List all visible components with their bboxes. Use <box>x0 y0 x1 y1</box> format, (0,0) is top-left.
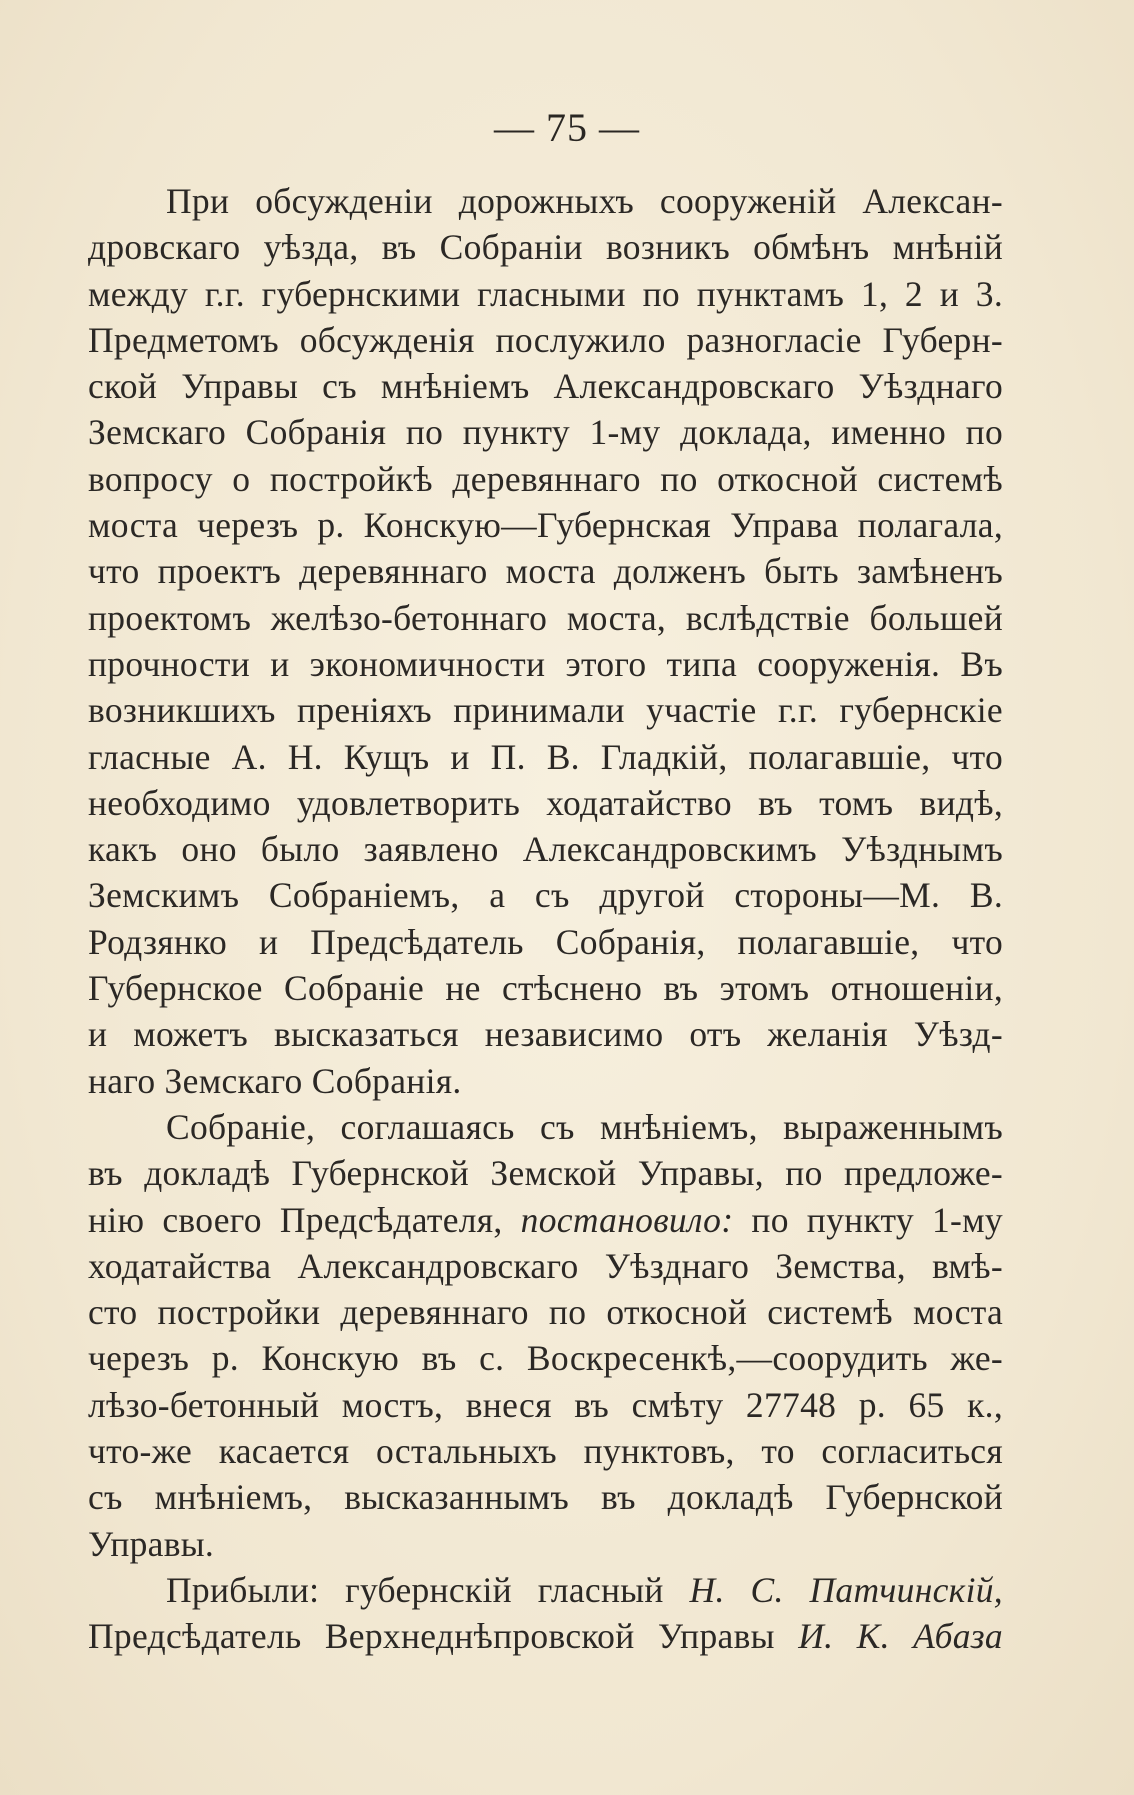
text-segment: нію своего Предсѣдателя, <box>88 1199 503 1240</box>
text-segment: Прибыли: губернскій гласный <box>166 1569 664 1610</box>
text-line: Губернское Собраніе не стѣснено въ этомъ отношеніи, <box>88 968 1003 1009</box>
italic-resolution-word: постановило: <box>520 1199 734 1240</box>
text-segment: по пункту 1-му <box>751 1199 1003 1240</box>
text-line: проектомъ желѣзо-бетоннаго моста, вслѣдствіе большей <box>88 597 1003 638</box>
text-line: Управы. <box>88 1523 215 1564</box>
text-line: съ мнѣніемъ, высказаннымъ въ докладѣ Губернской <box>88 1477 1003 1518</box>
text-line: гласные А. Н. Кущъ и П. В. Гладкій, полагавшіе, что <box>88 736 1003 777</box>
text-line: что проектъ деревяннаго моста долженъ быть замѣненъ <box>88 551 1003 592</box>
text-line: моста черезъ р. Конскую—Губернская Управа полагала, <box>88 505 1003 546</box>
text-line: дровскаго уѣзда, въ Собраніи возникъ обмѣнъ мнѣній <box>88 227 1003 268</box>
text-line: ской Управы съ мнѣніемъ Александровскаго Уѣзднаго <box>88 366 1003 407</box>
text-line: наго Земскаго Собранія. <box>88 1060 462 1101</box>
text-line: Земскимъ Собраніемъ, а съ другой стороны—М. В. <box>88 875 1003 916</box>
text-line: вопросу о постройкѣ деревяннаго по откосной системѣ <box>88 458 1003 499</box>
text-segment: Предсѣдатель Верхнеднѣпровской Управы <box>88 1616 775 1657</box>
text-line: что-же касается остальныхъ пунктовъ, то согласиться <box>88 1431 1003 1472</box>
paragraph-1 <box>88 178 1003 1104</box>
page-number: — 75 — <box>494 105 640 150</box>
italic-person-name: Н. С. Патчинскій, <box>689 1569 1003 1610</box>
text-line: лѣзо-бетонный мостъ, внеся въ смѣту 27748 р. 65 к., <box>88 1384 1003 1425</box>
text-line: необходимо удовлетворить ходатайство въ томъ видѣ, <box>88 782 1003 823</box>
text-line: Собраніе, соглашаясь съ мнѣніемъ, выраженнымъ <box>166 1106 1003 1147</box>
text-line: Земскаго Собранія по пункту 1-му доклада, именно по <box>88 412 1003 453</box>
text-line: черезъ р. Конскую въ с. Воскресенкѣ,—соорудить же- <box>88 1338 1003 1379</box>
paragraph-2 <box>88 1104 1003 1567</box>
text-line: возникшихъ преніяхъ принимали участіе г.г. губернскіе <box>88 690 1003 731</box>
text-line-mixed <box>88 1613 1003 1659</box>
text-line: Родзянко и Предсѣдатель Собранія, полагавшіе, что <box>88 921 1003 962</box>
italic-person-name: И. К. Абаза <box>798 1616 1003 1657</box>
text-line: прочности и экономичности этого типа сооруженія. Въ <box>88 643 1003 684</box>
body-text <box>88 178 1003 1660</box>
text-line: При обсужденіи дорожныхъ сооруженій Алексан- <box>166 181 1003 221</box>
text-line: въ докладѣ Губернской Земской Управы, по предложе- <box>88 1153 1003 1194</box>
text-line: какъ оно было заявлено Александровскимъ Уѣзднымъ <box>88 829 1003 870</box>
text-line-mixed <box>88 1197 1003 1243</box>
text-line: и можетъ высказаться независимо отъ желанія Уѣзд- <box>88 1014 1003 1055</box>
paragraph-3 <box>88 1567 1003 1660</box>
text-line-mixed <box>88 1567 1003 1613</box>
text-line: сто постройки деревяннаго по откосной системѣ моста <box>88 1292 1003 1333</box>
text-line: ходатайства Александровскаго Уѣзднаго Земства, вмѣ- <box>88 1245 1003 1286</box>
text-line: между г.г. губернскими гласными по пунктамъ 1, 2 и 3. <box>88 273 1003 314</box>
text-line: Предметомъ обсужденія послужило разногласіе Губерн- <box>88 319 1003 360</box>
